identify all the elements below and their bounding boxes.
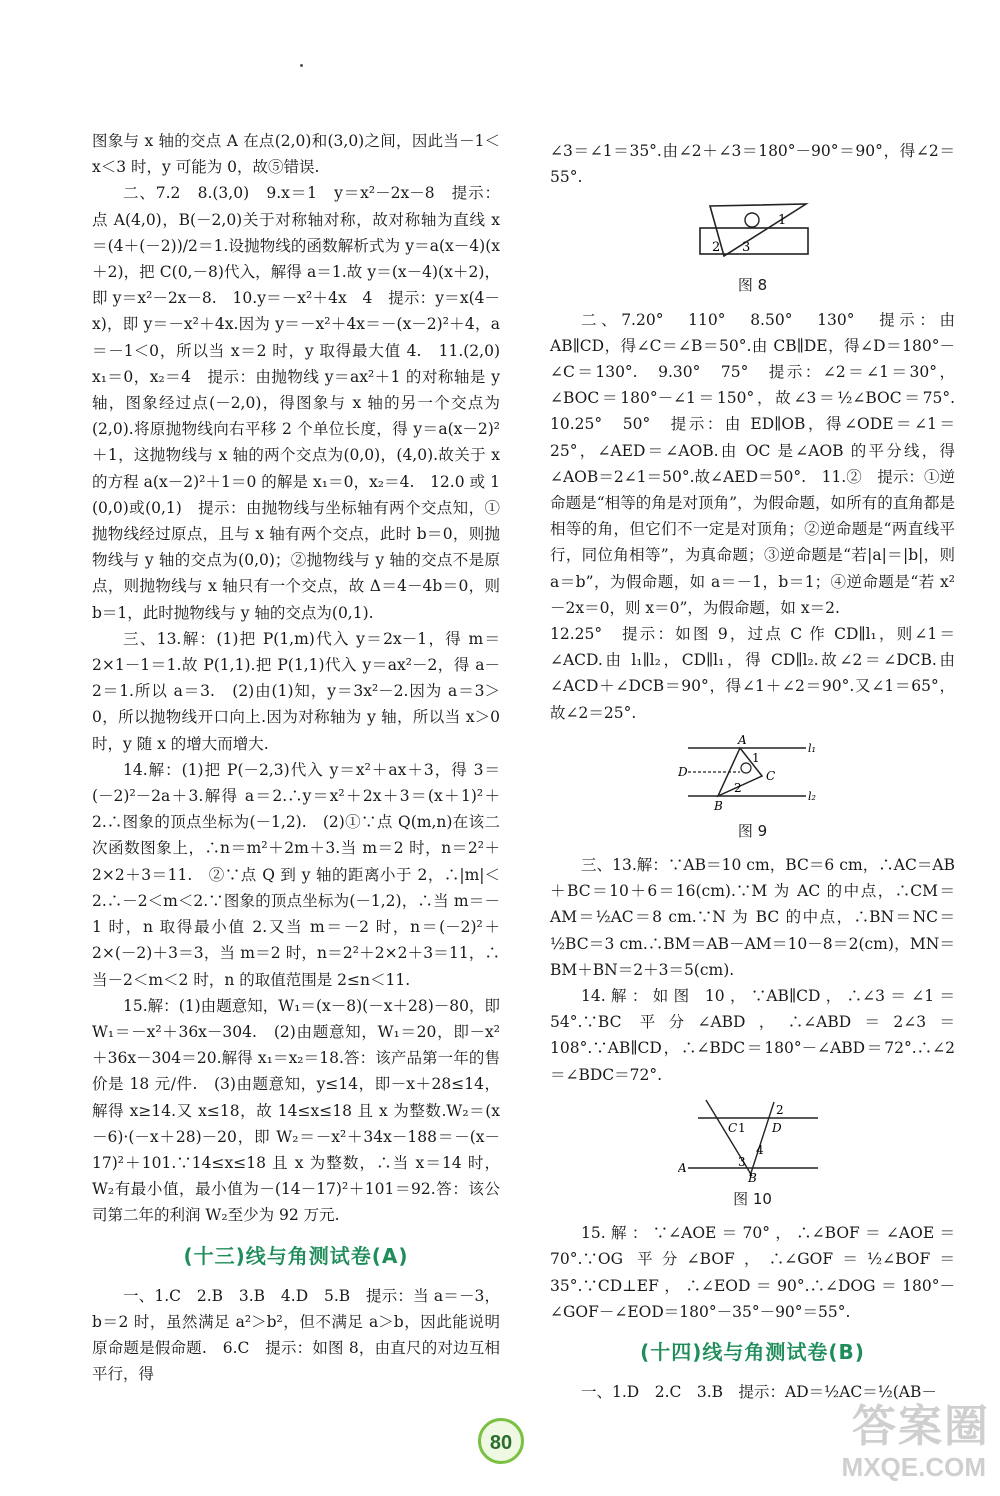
answer-paragraph: 图象与 x 轴的交点 A 在点(2,0)和(3,0)之间，因此当－1＜x＜3 时，y 可能为 0，故⑤错误. (92, 132, 500, 177)
fig10-label-c: C (727, 1120, 737, 1135)
fig9-label-c: C (765, 768, 775, 783)
stray-dot (300, 64, 303, 67)
watermark-main-text: 答案圈 (852, 1401, 990, 1452)
section-heading: (十三)线与角测试卷(A) (183, 1243, 409, 1268)
figure-8 (550, 198, 955, 268)
section-heading: (十四)线与角测试卷(B) (640, 1339, 865, 1364)
answer-paragraph: 一、1.D 2.C 3.B 提示：AD＝½AC＝½(AB－ (581, 1383, 937, 1402)
figure-8-caption: 图 8 (737, 276, 768, 295)
fig10-label-4: 4 (755, 1142, 764, 1157)
answer-paragraph: 二、7.2 8.(3,0) 9.x＝1 y＝x²－2x－8 提示：点 A(4,0)，B(－2,0)关于对称轴对称，故对称轴为直线 x＝(4＋(－2))/2＝1.设抛物线的函数解析式为 y＝a(x－4)(x＋2)，把 C(0,－8)代入，解得 a＝1.故 y＝(x－4)(x＋2)，即 y＝x²－2x－8. 10.y＝－x²＋4x 4 提示：y＝x(4－x)，即 y＝－x²＋4x.因为 y＝－x²＋4x＝－(x－2)²＋4，a＝－1＜0，所以当 x＝2 时，y 取得最大值 4. 11.(2,0) x₁＝0，x₂＝4 提示：由抛物线 y＝ax²＋1 的对称轴是 y 轴，图象经过点(－2,0)，得图象与 x 轴的另一个交点为(2,0).将原抛物线向右平移 2 个单位长度，得 y＝a(x－2)²＋1，这抛物线与 x 轴的两个交点为(0,0)，(4,0).故关于 x 的方程 a(x－2)²＋1＝0 的解是 x₁＝0，x₂＝4. 12.0 或 1 (0,0)或(0,1) 提示：由抛物线与坐标轴有两个交点知，①抛物线经过原点，且与 x 轴有两个交点，此时 b＝0，则抛物线与 y 轴的交点为(0,0)；②抛物线与 y 轴的交点不是原点，则抛物线与 x 轴只有一个交点，故 Δ＝4－4b＝0，则 b＝1，此时抛物线与 y 轴的交点为(0,1). (92, 184, 516, 622)
figure-8-diagram (688, 198, 818, 268)
answer-paragraph: 12.25° 提示：如图 9，过点 C 作 CD∥l₁，则∠1＝∠ACD.由 l₁∥l₂，CD∥l₁，得 CD∥l₂.故∠2＝∠DCB.由∠ACD＋∠DCB＝90°，得∠1＋∠2＝90°.又∠1＝65°，故∠2＝25°. (550, 625, 955, 722)
page-number: 80 (478, 1418, 524, 1464)
right-column (550, 138, 971, 1405)
watermark-logo (760, 1390, 990, 1490)
answer-paragraph: 三、13.解：(1)把 P(1,m)代入 y＝2x－1，得 m＝2×1－1＝1.故 P(1,1).把 P(1,1)代入 y＝ax²－2，得 a－2＝1.所以 a＝3. (2)由(1)知，y＝3x²－2.因为 a＝3＞0，所以抛物线开口向上.因为对称轴为 y 轴，所以当 x＞0 时，y 随 x 的增大而增大. (92, 629, 500, 753)
answer-paragraph: 二、7.20° 110° 8.50° 130° 提示：由 AB∥CD，得∠C＝∠B＝50°.由 CB∥DE，得∠D＝180°－∠C＝130°. 9.30° 75° 提示：∠2＝∠1＝30°，∠BOC＝180°－∠1＝150°，故∠3＝½∠BOC＝75°. 10.25° 50° 提示：由 ED∥OB，得∠ODE＝∠1＝25°，∠AED＝∠AOB.由 OC 是∠AOB 的平分线，得∠AOB＝2∠1＝50°.故∠AED＝50°. 11.② 提示：①逆命题是“相等的角是对顶角”，为假命题，如所有的直角都是相等的角，但它们不一定是对顶角；②逆命题是“两直线平行，同位角相等”，为真命题；③逆命题是“若|a|＝|b|，则 a＝b”，为假命题，如 a＝－1，b＝1；④逆命题是“若 x²－2x＝0，则 x＝0”，为假命题，如 x＝2. (550, 310, 971, 617)
figure-10-diagram (678, 1096, 828, 1182)
answer-paragraph: 15.解：(1)由题意知，W₁＝(x－8)(－x＋28)－80，即 W₁＝－x²＋36x－304. (2)由题意知，W₁＝20，即－x²＋36x－304＝20.解得 x₁＝x₂＝18.答：该产品第一年的售价是 18 元/件. (3)由题意知，y≤14，即－x＋28≤14，解得 x≥14.又 x≤18，故 14≤x≤18 且 x 为整数.W₂＝(x－6)·(－x＋28)－20，即 W₂＝－x²＋34x－188＝－(x－17)²＋101.∵14≤x≤18 且 x 为整数，∴当 x＝14 时，W₂有最小值，最小值为－(14－17)²＋101＝92.答：该公司第二年的利润 W₂至少为 92 万元. (92, 996, 500, 1225)
fig8-label-3: 3 (741, 240, 750, 256)
fig9-label-1: 1 (751, 750, 760, 765)
figure-9-diagram (678, 734, 828, 814)
figure-10-caption: 图 10 (733, 1189, 772, 1208)
fig9-label-l1: l₁ (807, 741, 816, 755)
fig9-label-d: D (677, 764, 688, 779)
answer-paragraph: 15.解：∵∠AOE＝70°，∴∠BOF＝∠AOE＝70°.∵OG 平分∠BOF，∴∠GOF＝½∠BOF＝35°.∵CD⊥EF，∴∠EOD＝90°.∴∠DOG＝180°－∠GOF－∠EOD＝180°－35°－90°＝55°. (550, 1224, 955, 1321)
fig10-label-3: 3 (737, 1154, 746, 1169)
answer-paragraph: 一、1.C 2.B 3.B 4.D 5.B 提示：当 a＝－3，b＝2 时，虽然满足 a²＞b²，但不满足 a＞b，因此能说明原命题是假命题. 6.C 提示：如图 8，由直尺的对边互相平行，得 (92, 1286, 500, 1384)
fig8-label-1: 1 (777, 213, 786, 229)
answer-paragraph: 14.解：如图 10，∵AB∥CD，∴∠3＝∠1＝54°.∵BC 平分∠ABD，∴∠ABD＝2∠3＝108°.∵AB∥CD，∴∠BDC＝180°－∠ABD＝72°.∴∠2＝∠BDC＝72°. (550, 987, 955, 1084)
answer-paragraph: 三、13.解：∵AB＝10 cm，BC＝6 cm，∴AC＝AB＋BC＝10＋6＝16(cm).∵M 为 AC 的中点，∴CM＝AM＝½AC＝8 cm.∵N 为 BC 的中点，∴BN＝NC＝½BC＝3 cm.∴BM＝AB－AM＝10－8＝2(cm)，MN＝BM＋BN＝2＋3＝5(cm). (550, 856, 955, 979)
fig10-label-b: B (747, 1170, 757, 1182)
left-column (92, 128, 516, 1388)
fig9-label-2: 2 (733, 780, 742, 795)
figure-9 (550, 734, 955, 814)
fig10-label-d: D (771, 1120, 782, 1135)
figure-9-caption: 图 9 (737, 821, 768, 840)
fig10-label-1: 1 (737, 1120, 746, 1135)
answer-paragraph: 14.解：(1)把 P(－2,3)代入 y＝x²＋ax＋3，得 3＝(－2)²－2a＋3.解得 a＝2.∴y＝x²＋2x＋3＝(x＋1)²＋2.∴图象的顶点坐标为(－1,2). (2)①∵点 Q(m,n)在该二次函数图象上，∴n＝m²＋2m＋3.当 m＝2 时，n＝2²＋2×2＋3＝11. ②∵点 Q 到 y 轴的距离小于 2，∴|m|＜2.∴－2＜m＜2.∵图象的顶点坐标为(－1,2)，∴当 m＝－1 时，n 取得最小值 2.又当 m＝－2 时，n＝(－2)²＋2×(－2)＋3＝3，当 m＝2 时，n＝2²＋2×2＋3＝11，∴当－2＜m＜2 时，n 的取值范围是 2≤n＜11. (92, 760, 500, 989)
watermark-sub-text: MXQE.COM (841, 1452, 986, 1482)
figure-10 (550, 1096, 955, 1182)
fig9-label-a: A (737, 733, 747, 747)
fig9-label-b: B (713, 798, 723, 813)
fig8-label-2: 2 (711, 240, 720, 256)
fig9-label-l2: l₂ (807, 789, 816, 803)
fig10-label-a: A (677, 1160, 687, 1175)
fig10-label-2: 2 (775, 1102, 784, 1117)
answer-paragraph: ∠3＝∠1＝35°.由∠2＋∠3＝180°－90°＝90°，得∠2＝55°. (550, 142, 955, 187)
